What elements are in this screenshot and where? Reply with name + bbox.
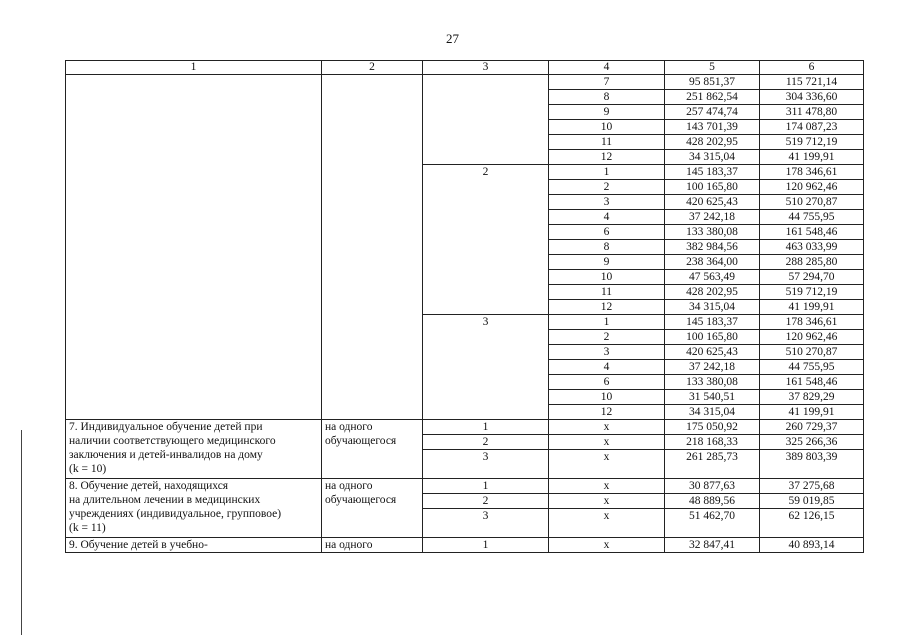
value-cell: 382 984,56 — [665, 240, 760, 255]
value-cell: 133 380,08 — [665, 375, 760, 390]
value-cell: 178 346,61 — [760, 165, 864, 180]
table-row — [66, 75, 864, 90]
value-cell: 175 050,92 — [665, 420, 760, 435]
value-cell: 37 275,68 — [760, 479, 864, 494]
value-cell: 428 202,95 — [665, 285, 760, 300]
page-number: 27 — [446, 31, 459, 46]
header-cell-2: 2 — [322, 61, 423, 75]
table-row — [66, 538, 864, 553]
level-cell: 2 — [423, 494, 549, 509]
value-cell: 133 380,08 — [665, 225, 760, 240]
code-cell: х — [549, 538, 665, 553]
value-cell: 51 462,70 — [665, 509, 760, 538]
table-row — [66, 479, 864, 494]
code-cell: 4 — [549, 360, 665, 375]
code-cell: х — [549, 509, 665, 538]
cell-line: (k = 11) — [69, 522, 106, 534]
tariff-table — [65, 60, 864, 553]
value-cell: 420 625,43 — [665, 345, 760, 360]
code-cell: 11 — [549, 285, 665, 300]
value-cell: 519 712,19 — [760, 135, 864, 150]
cell-line: на одного — [325, 539, 373, 551]
value-cell: 145 183,37 — [665, 315, 760, 330]
code-cell: 9 — [549, 105, 665, 120]
cell-line: на одного — [325, 421, 373, 433]
value-cell: 37 829,29 — [760, 390, 864, 405]
value-cell: 57 294,70 — [760, 270, 864, 285]
section8-description-cell — [66, 479, 322, 538]
value-cell: 34 315,04 — [665, 405, 760, 420]
code-cell: х — [549, 479, 665, 494]
code-cell: 11 — [549, 135, 665, 150]
value-cell: 95 851,37 — [665, 75, 760, 90]
level-cell: 1 — [423, 479, 549, 494]
value-cell: 260 729,37 — [760, 420, 864, 435]
code-cell: 12 — [549, 405, 665, 420]
code-cell: 10 — [549, 270, 665, 285]
value-cell: 257 474,74 — [665, 105, 760, 120]
value-cell: 40 893,14 — [760, 538, 864, 553]
value-cell: 178 346,61 — [760, 315, 864, 330]
value-cell: 161 548,46 — [760, 375, 864, 390]
section9-description-cell — [66, 538, 322, 553]
value-cell: 30 877,63 — [665, 479, 760, 494]
code-cell: 3 — [549, 345, 665, 360]
value-cell: 288 285,80 — [760, 255, 864, 270]
col1-continued-cell — [66, 75, 322, 420]
value-cell: 59 019,85 — [760, 494, 864, 509]
scan-edge-line — [21, 430, 22, 635]
value-cell: 420 625,43 — [665, 195, 760, 210]
value-cell: 261 285,73 — [665, 450, 760, 479]
value-cell: 37 242,18 — [665, 360, 760, 375]
col2-continued-cell — [322, 75, 423, 420]
value-cell: 48 889,56 — [665, 494, 760, 509]
code-cell: х — [549, 494, 665, 509]
value-cell: 218 168,33 — [665, 435, 760, 450]
code-cell: 6 — [549, 225, 665, 240]
header-cell-5: 5 — [665, 61, 760, 75]
cell-line: обучающегося — [325, 494, 397, 506]
cell-line: 7. Индивидуальное обучение детей при — [69, 421, 263, 433]
code-cell: х — [549, 450, 665, 479]
level-cell: 2 — [423, 435, 549, 450]
table-body — [66, 61, 864, 553]
value-cell: 463 033,99 — [760, 240, 864, 255]
section9-unit-cell — [322, 538, 423, 553]
cell-line: обучающегося — [325, 435, 397, 447]
cell-line: (k = 10) — [69, 463, 107, 475]
value-cell: 174 087,23 — [760, 120, 864, 135]
value-cell: 37 242,18 — [665, 210, 760, 225]
code-cell: х — [549, 435, 665, 450]
value-cell: 120 962,46 — [760, 330, 864, 345]
value-cell: 115 721,14 — [760, 75, 864, 90]
value-cell: 304 336,60 — [760, 90, 864, 105]
value-cell: 62 126,15 — [760, 509, 864, 538]
section8-unit-cell — [322, 479, 423, 538]
value-cell: 31 540,51 — [665, 390, 760, 405]
code-cell: 2 — [549, 180, 665, 195]
code-cell: 1 — [549, 165, 665, 180]
value-cell: 428 202,95 — [665, 135, 760, 150]
code-cell: 12 — [549, 300, 665, 315]
value-cell: 145 183,37 — [665, 165, 760, 180]
value-cell: 34 315,04 — [665, 150, 760, 165]
code-cell: 3 — [549, 195, 665, 210]
cell-line: учреждениях (индивидуальное, групповое) — [69, 508, 282, 520]
value-cell: 519 712,19 — [760, 285, 864, 300]
code-cell: 1 — [549, 315, 665, 330]
value-cell: 34 315,04 — [665, 300, 760, 315]
table-row — [66, 420, 864, 435]
cell-line: заключения и детей-инвалидов на дому — [69, 449, 263, 461]
cell-line: 9. Обучение детей в учебно- — [69, 539, 208, 551]
code-cell: 6 — [549, 375, 665, 390]
value-cell: 32 847,41 — [665, 538, 760, 553]
level-cell: 3 — [423, 315, 549, 420]
value-cell: 143 701,39 — [665, 120, 760, 135]
value-cell: 44 755,95 — [760, 360, 864, 375]
value-cell: 41 199,91 — [760, 405, 864, 420]
code-cell: 8 — [549, 240, 665, 255]
cell-line: на длительном лечении в медицинских — [69, 494, 261, 506]
code-cell: 7 — [549, 75, 665, 90]
section7-description-cell — [66, 420, 322, 479]
code-cell: 9 — [549, 255, 665, 270]
code-cell: 10 — [549, 120, 665, 135]
cell-line: на одного — [325, 480, 373, 492]
value-cell: 311 478,80 — [760, 105, 864, 120]
level-cell: 1 — [423, 538, 549, 553]
cell-line: наличии соответствующего медицинского — [69, 435, 276, 447]
value-cell: 325 266,36 — [760, 435, 864, 450]
value-cell: 251 862,54 — [665, 90, 760, 105]
code-cell: 10 — [549, 390, 665, 405]
value-cell: 41 199,91 — [760, 150, 864, 165]
value-cell: 44 755,95 — [760, 210, 864, 225]
value-cell: 510 270,87 — [760, 195, 864, 210]
header-cell-6: 6 — [760, 61, 864, 75]
value-cell: 161 548,46 — [760, 225, 864, 240]
level-cell — [423, 75, 549, 165]
header-cell-4: 4 — [549, 61, 665, 75]
level-cell: 1 — [423, 420, 549, 435]
value-cell: 238 364,00 — [665, 255, 760, 270]
level-cell: 3 — [423, 450, 549, 479]
code-cell: 2 — [549, 330, 665, 345]
value-cell: 47 563,49 — [665, 270, 760, 285]
header-row — [66, 61, 864, 75]
code-cell: 4 — [549, 210, 665, 225]
value-cell: 120 962,46 — [760, 180, 864, 195]
value-cell: 41 199,91 — [760, 300, 864, 315]
level-cell: 2 — [423, 165, 549, 315]
value-cell: 100 165,80 — [665, 330, 760, 345]
header-cell-1: 1 — [66, 61, 322, 75]
code-cell: 8 — [549, 90, 665, 105]
code-cell: 12 — [549, 150, 665, 165]
header-cell-3: 3 — [423, 61, 549, 75]
cell-line: 8. Обучение детей, находящихся — [69, 480, 229, 492]
value-cell: 100 165,80 — [665, 180, 760, 195]
code-cell: х — [549, 420, 665, 435]
value-cell: 389 803,39 — [760, 450, 864, 479]
section7-unit-cell — [322, 420, 423, 479]
value-cell: 510 270,87 — [760, 345, 864, 360]
level-cell: 3 — [423, 509, 549, 538]
